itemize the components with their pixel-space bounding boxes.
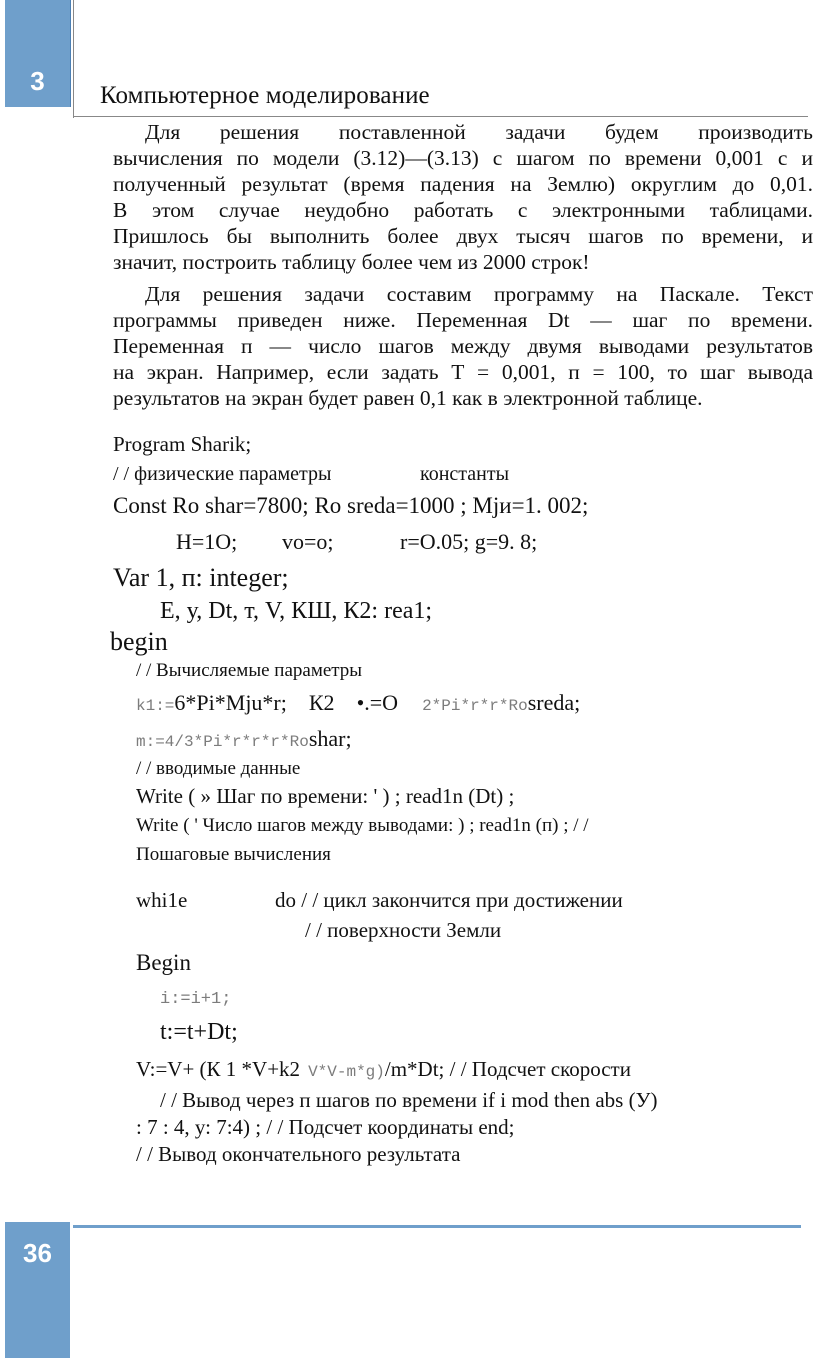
paragraph-1-line: полученный результат (время падения на Землю) округлим до 0,01. xyxy=(113,172,813,196)
paragraph-2-line: Для решения задачи составим программу на Паскале. Текст xyxy=(145,282,813,306)
code-var-integer: Var 1, п: integer; xyxy=(113,563,289,592)
code-while: whi1e xyxy=(136,888,188,912)
footer-divider xyxy=(73,1225,801,1228)
code-token: /m*Dt; / / Подсчет скорости xyxy=(384,1057,631,1081)
code-const-vo: vo=o; xyxy=(282,529,334,554)
code-program-header: Program Sharik; xyxy=(113,432,252,456)
code-token: 6*Pi*Mju*r; xyxy=(174,690,287,715)
code-comment-surface: / / поверхности Земли xyxy=(305,918,502,942)
code-output-condition: / / Вывод через п шагов по времени if i mod then abs (У) xyxy=(160,1088,658,1112)
code-const-declaration: Const Ro shar=7800; Ro sreda=1000 ; Mjи=1. 002; xyxy=(113,493,589,518)
paragraph-1-line: В этом случае неудобно работать с электронными таблицами. xyxy=(113,198,813,222)
paragraph-1-line: Пришлось бы выполнить более двух тысяч шагов по времени, и xyxy=(113,224,813,248)
code-const-r-g: r=O.05; g=9. 8; xyxy=(400,529,538,554)
code-token: V*V-m*g) xyxy=(308,1063,385,1081)
paragraph-2-line: на экран. Например, если задать Т = 0,001, п = 100, то шаг вывода xyxy=(113,360,813,384)
page-number-tab xyxy=(5,1222,70,1358)
code-assign-m xyxy=(136,726,352,752)
paragraph-1-line: Для решения поставленной задачи будем производить xyxy=(145,120,813,144)
code-comment-computed: / / Вычисляемые параметры xyxy=(136,660,363,681)
paragraph-1-line: значит, построить таблицу более чем из 2000 строк! xyxy=(113,250,590,274)
code-var-real: E, у, Dt, т, V, КШ, К2: rea1; xyxy=(160,598,433,624)
code-final-output-comment: / / Вывод окончательного результата xyxy=(136,1142,461,1166)
chapter-tab xyxy=(5,0,71,107)
chapter-number: 3 xyxy=(30,66,45,96)
code-increment-t: t:=t+Dt; xyxy=(160,1019,238,1045)
code-comment-constants: константы xyxy=(420,463,510,485)
code-while-comment: do / / цикл закончится при достижении xyxy=(275,888,623,912)
paragraph-2-line: программы приведен ниже. Переменная Dt — шаг по времени. xyxy=(113,308,813,332)
code-coordinate-comment: : 7 : 4, у: 7:4) ; / / Подсчет координаты end; xyxy=(136,1115,515,1139)
code-assign-k1-k2 xyxy=(136,690,580,716)
code-velocity-update xyxy=(136,1057,631,1082)
code-token: V:=V+ (К 1 *V+k2 xyxy=(136,1057,301,1081)
chapter-title: Компьютерное моделирование xyxy=(100,82,430,109)
code-comment-physical-params: / / физические параметры xyxy=(113,463,332,485)
code-token: •.=O xyxy=(356,690,399,715)
paragraph-2 xyxy=(113,281,813,411)
code-write-count: Write ( ' Число шагов между выводами: ) ; read1n (п) ; / / xyxy=(136,815,589,836)
header-divider-horizontal xyxy=(73,116,808,117)
code-token: К2 xyxy=(308,690,335,715)
code-comment-input: / / вводимые данные xyxy=(136,758,301,779)
header-divider-vertical xyxy=(73,0,74,118)
code-token: m:=4/3*Pi*r*r*r*Ro xyxy=(136,733,309,751)
code-begin: begin xyxy=(110,627,168,656)
code-token: k1:= xyxy=(136,697,175,715)
code-loop-begin: Begin xyxy=(136,950,191,975)
code-const-h: H=1O; xyxy=(176,529,238,554)
code-token: sreda; xyxy=(527,690,581,715)
code-write-step: Write ( » Шаг по времени: ' ) ; read1n (Dt) ; xyxy=(136,784,515,808)
code-increment-i: i:=i+1; xyxy=(160,990,232,1009)
code-token: shar; xyxy=(308,726,352,751)
page-number: 36 xyxy=(23,1238,52,1268)
paragraph-1 xyxy=(113,119,813,275)
paragraph-2-line: Переменная п — число шагов между двумя выводами результатов xyxy=(113,334,813,358)
paragraph-2-line: результатов на экран будет равен 0,1 как в электронной таблице. xyxy=(113,386,703,410)
code-token: 2*Pi*r*r*Ro xyxy=(422,697,528,715)
paragraph-1-line: вычисления по модели (3.12)—(3.13) с шагом по времени 0,001 с и xyxy=(113,146,813,170)
code-comment-stepwise: Пошаговые вычисления xyxy=(136,844,331,865)
